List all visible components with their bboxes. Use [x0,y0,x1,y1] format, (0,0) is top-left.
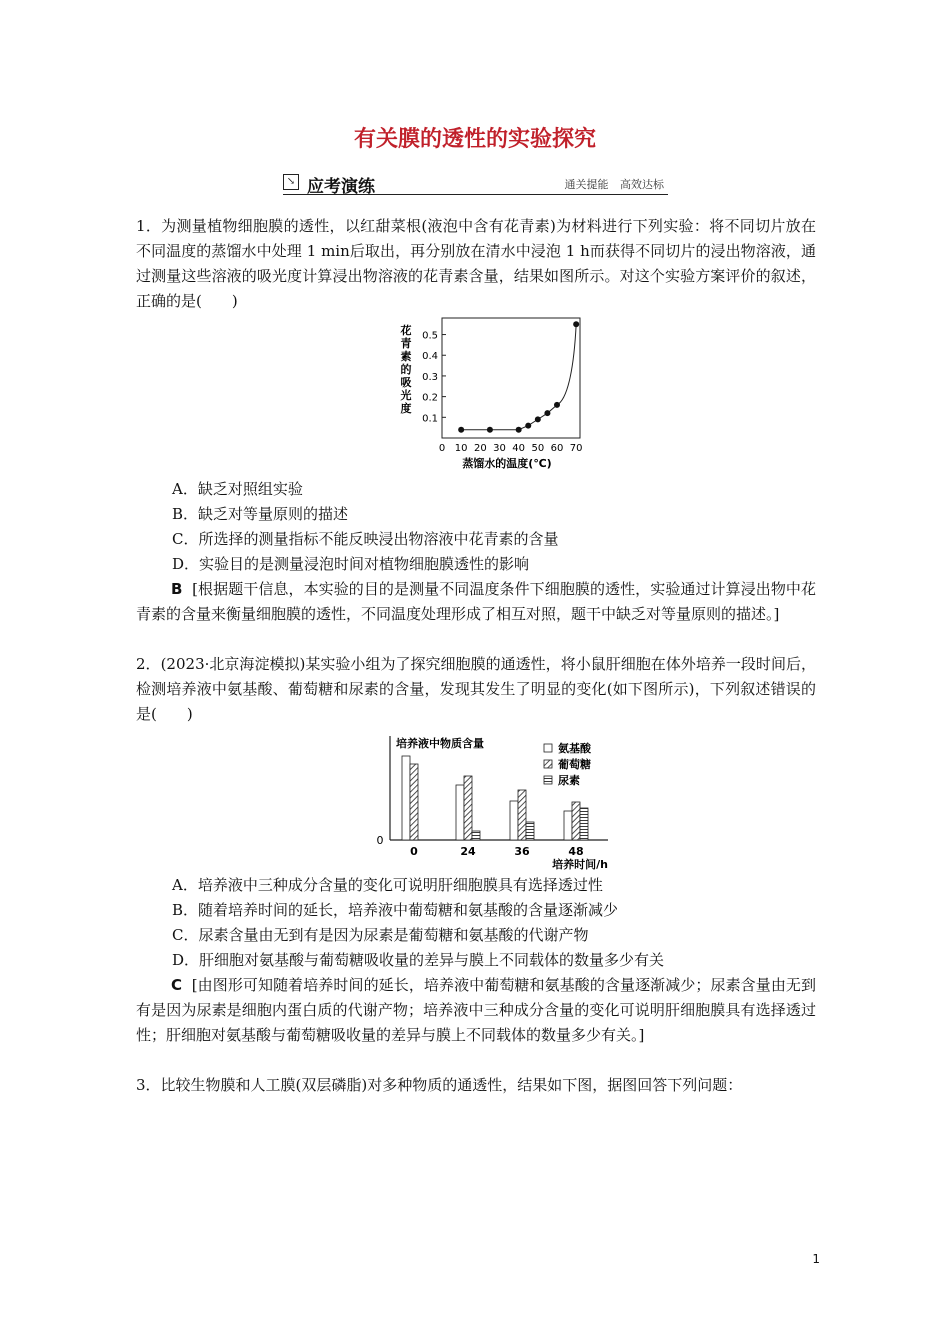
chart-2-bar [472,831,480,840]
q2-option-c: C．尿素含量由无到有是因为尿素是葡萄糖和氨基酸的代谢产物 [172,926,589,944]
chart-2-x-tick-label: 24 [460,845,476,858]
chart-1-x-tick-label: 50 [531,443,545,454]
chart-2 [368,732,628,870]
chart-2-plot [377,736,609,870]
chart-2-bar [410,764,418,840]
chart-2-bar [572,802,580,840]
chart-2-legend-swatch [544,760,552,768]
q2-option-d: D．肝细胞对氨基酸与葡萄糖吸收量的差异与膜上不同载体的数量多少有关 [172,951,665,969]
q1-answer: B [171,580,183,598]
chart-1-x-tick-label: 70 [569,443,583,454]
q2-explanation [136,973,816,1048]
chart-2-x-label: 培养时间/h [552,858,608,870]
chart-1-y-label-char: 素 [400,350,412,363]
chart-1-y-label-char: 的 [400,363,412,376]
chart-1-x-label: 蒸馏水的温度(℃) [462,457,552,470]
question-3-stem: 3．比较生物膜和人工膜(双层磷脂)对多种物质的通透性，结果如下图，据图回答下列问题： [136,1076,743,1094]
q2-answer: C [171,976,183,994]
chart-1-x-tick-label: 10 [454,443,468,454]
question-1-stem: 1．为测量植物细胞膜的透性，以红甜菜根(液泡中含有花青素)为材料进行下列实验：将不同切片放在不同温度的蒸馏水中处理 1 min后取出，再分别放在清水中浸泡 1 h而获得不同切片的浸出物溶液，通过测量这些溶液的吸光度计算浸出物溶液的花青素含量，结果如图所示。对这个实验方案评价的叙述，正确的是( ) [136,217,816,310]
q1-explanation [136,577,816,627]
q1-option-b: B．缺乏对等量原则的描述 [172,505,349,523]
chart-1-point [544,410,550,416]
chart-1-y-tick-label: 0.2 [422,392,438,404]
chart-1-x-tick-label: 30 [493,443,506,454]
chart-1-point [487,427,493,433]
q1-option-d: D．实验目的是测量浸泡时间对植物细胞膜透性的影响 [172,555,530,573]
chart-2-legend-label: 氨基酸 [558,742,591,755]
section-tagline: 通关提能 高效达标 [564,178,664,191]
chart-2-bar [510,801,518,840]
chart-2-bar [564,811,572,840]
chart-1-y-label-char: 吸 [400,376,412,389]
chart-1-y-label-char: 青 [400,337,412,350]
q2-option-b: B．随着培养时间的延长，培养液中葡萄糖和氨基酸的含量逐渐减少 [172,901,619,919]
chart-1-x-tick-label: 60 [550,443,564,454]
chart-1-curve [461,324,576,430]
section-header [283,172,668,195]
chart-2-y-origin-label: 0 [376,834,384,847]
chart-1-point [535,416,541,422]
question-2-stem: 2．(2023·北京海淀模拟)某实验小组为了探究细胞膜的通透性，将小鼠肝细胞在体外培养一段时间后，检测培养液中氨基酸、葡萄糖和尿素的含量，发现其发生了明显的变化(如下图所示)，下列叙述错误的是( ) [136,655,816,723]
chart-2-x-tick-label: 36 [514,845,530,858]
chart-1-y-tick-label: 0.1 [422,413,438,425]
chart-1-x-tick-label: 20 [473,443,487,454]
chart-1-x-tick-label: 40 [512,443,526,454]
chart-2-x-tick-label: 0 [410,845,418,858]
chart-1-point [525,423,531,429]
chart-1-x-tick-label: 0 [438,443,446,454]
chart-1-y-tick-label: 0.4 [422,351,438,363]
chart-1-frame [442,318,580,438]
chart-1-point [458,427,464,433]
chart-2-bar [402,756,410,840]
chart-1-y-label-char: 花 [400,324,412,337]
chart-1-y-tick-label: 0.5 [422,330,438,342]
chart-2-legend-swatch [544,776,552,784]
chart-1 [396,312,596,472]
chart-2-bar [456,785,464,840]
chart-2-bar [464,776,472,840]
chart-1-point [516,427,522,433]
chart-2-bar [526,822,534,840]
chart-2-title: 培养液中物质含量 [396,737,484,750]
section-label: 应考演练 [307,177,375,197]
section-icon: ↘ [283,174,299,190]
q1-option-c: C．所选择的测量指标不能反映浸出物溶液中花青素的含量 [172,530,559,548]
chart-2-legend-swatch [544,744,552,752]
chart-1-y-label-char: 光 [400,389,412,402]
chart-1-plot [400,318,583,470]
page-title: 有关膜的透性的实验探究 [353,127,596,152]
chart-2-x-tick-label: 48 [568,845,584,858]
page-number: 1 [812,1252,820,1266]
q1-explanation-text: [根据题干信息，本实验的目的是测量不同温度条件下细胞膜的透性，实验通过计算浸出物中花青素的含量来衡量细胞膜的透性，不同温度处理形成了相互对照，题干中缺乏对等量原则的描述。] [136,580,816,623]
chart-2-legend-label: 尿素 [558,774,580,787]
q2-option-a: A．培养液中三种成分含量的变化可说明肝细胞膜具有选择透过性 [172,876,603,894]
chart-1-y-tick-label: 0.3 [422,371,438,383]
chart-1-y-label-char: 度 [400,402,412,415]
q1-option-a: A．缺乏对照组实验 [172,480,303,498]
chart-2-bar [518,790,526,840]
chart-2-legend-label: 葡萄糖 [558,758,591,771]
chart-1-point [573,321,579,327]
chart-2-bar [580,808,588,840]
q2-explanation-text: [由图形可知随着培养时间的延长，培养液中葡萄糖和氨基酸的含量逐渐减少；尿素含量由无到有是因为尿素是细胞内蛋白质的代谢产物；培养液中三种成分含量的变化可说明肝细胞膜具有选择透过性；肝细胞对氨基酸与葡萄糖吸收量的差异与膜上不同载体的数量多少有关。] [136,976,816,1044]
chart-1-point [554,402,560,408]
